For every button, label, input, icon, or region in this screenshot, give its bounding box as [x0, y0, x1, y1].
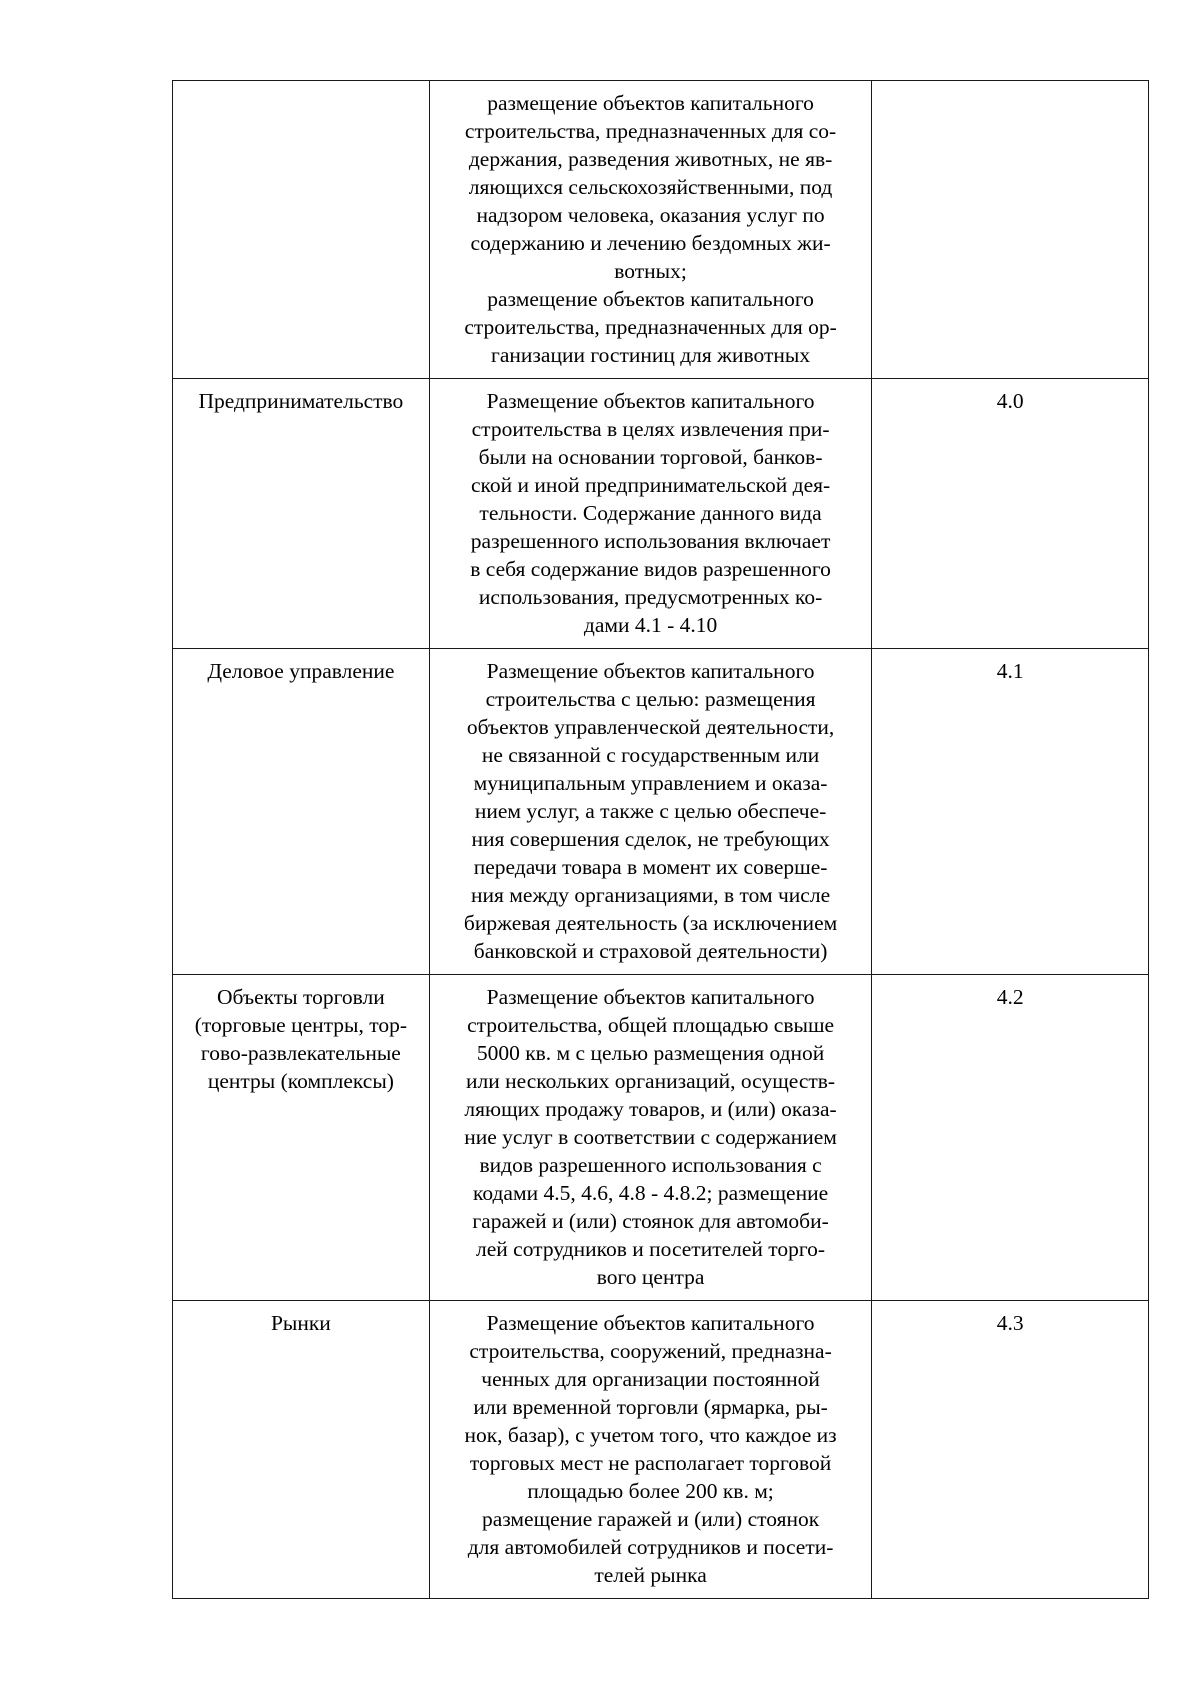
- description-line: биржевая деятельность (за исключением: [463, 911, 838, 935]
- description-line: видов разрешенного использования с: [479, 1153, 822, 1177]
- description-line: ганизации гостиниц для животных: [491, 343, 811, 367]
- use-code-cell: [872, 379, 1149, 649]
- use-code-cell: [872, 81, 1149, 379]
- description-line: объектов управленческой деятельности,: [466, 715, 835, 739]
- table-row: [173, 649, 1149, 975]
- use-type-name-cell: [173, 81, 430, 379]
- use-code-cell: [872, 1301, 1149, 1599]
- description-line: строительства в целях извлечения при-: [471, 417, 830, 441]
- description-line: не связанной с государственным или: [481, 743, 820, 767]
- description-line: разрешенного использования включает: [470, 529, 831, 553]
- description-line: вого центра: [596, 1265, 705, 1289]
- use-description-cell: [429, 649, 872, 975]
- use-type-name-line: центры (комплексы): [207, 1069, 394, 1093]
- use-type-name-cell: [173, 1301, 430, 1599]
- description-line: передачи товара в момент их соверше-: [473, 855, 828, 879]
- description-line: 5000 кв. м с целью размещения одной: [476, 1041, 825, 1065]
- description-line: вотных;: [614, 259, 687, 283]
- description-line: содержанию и лечению бездомных жи-: [470, 231, 831, 255]
- use-type-name: Предпринимательство: [198, 389, 404, 413]
- use-description-cell: [429, 81, 872, 379]
- description-line: банковской и страховой деятельности): [473, 939, 828, 963]
- table-row: [173, 975, 1149, 1301]
- use-type-name-cell: [173, 975, 430, 1301]
- description-line: размещение объектов капитального: [487, 287, 814, 311]
- description-line: нием услуг, а также с целью обеспече-: [474, 799, 827, 823]
- description-line: телей рынка: [594, 1563, 707, 1587]
- description-line: ние услуг в соответствии с содержанием: [464, 1125, 837, 1149]
- use-code: 4.1: [996, 659, 1024, 683]
- description-line: Размещение объектов капитального: [486, 985, 815, 1009]
- description-line: дами 4.1 - 4.10: [583, 613, 718, 637]
- use-code: 4.0: [996, 389, 1024, 413]
- use-type-name-line: (торговые центры, тор-: [194, 1013, 408, 1037]
- description-line: размещение гаражей и (или) стоянок: [481, 1507, 820, 1531]
- use-type-name-line: гово-развлекательные: [200, 1041, 401, 1065]
- description-line: строительства с целью: размещения: [485, 687, 816, 711]
- description-line: надзором человека, оказания услуг по: [476, 203, 825, 227]
- use-description-cell: [429, 1301, 872, 1599]
- description-line: ской и иной предпринимательской дея-: [470, 473, 831, 497]
- description-line: строительства, сооружений, предназна-: [469, 1339, 832, 1363]
- use-type-name: Деловое управление: [207, 659, 395, 683]
- use-description-cell: [429, 379, 872, 649]
- description-line: площадью более 200 кв. м;: [527, 1479, 774, 1503]
- description-line: лей сотрудников и посетителей торго-: [476, 1237, 826, 1261]
- table-body: [173, 81, 1149, 1599]
- description-line: в себя содержание видов разрешенного: [470, 557, 831, 581]
- description-line: или нескольких организаций, осуществ-: [466, 1069, 836, 1093]
- description-line: размещение объектов капитального: [487, 91, 814, 115]
- use-type-name-cell: [173, 379, 430, 649]
- description-line: муниципальным управлением и оказа-: [473, 771, 828, 795]
- use-type-name: Рынки: [270, 1311, 331, 1335]
- use-code: 4.3: [996, 1311, 1024, 1335]
- table-row: [173, 379, 1149, 649]
- use-code-cell: [872, 649, 1149, 975]
- use-code-cell: [872, 975, 1149, 1301]
- land-use-table: [172, 80, 1149, 1599]
- description-line: Размещение объектов капитального: [486, 659, 815, 683]
- description-line: Размещение объектов капитального: [486, 1311, 815, 1335]
- description-line: строительства, предназначенных для со-: [464, 119, 837, 143]
- description-line: были на основании торговой, банков-: [478, 445, 823, 469]
- use-code: 4.2: [996, 985, 1024, 1009]
- description-line: нок, базар), с учетом того, что каждое из: [464, 1423, 837, 1447]
- table-row: [173, 1301, 1149, 1599]
- use-description-cell: [429, 975, 872, 1301]
- description-line: ляющихся сельскохозяйственными, под: [468, 175, 833, 199]
- description-line: гаражей и (или) стоянок для автомоби-: [472, 1209, 829, 1233]
- use-type-name-line: Объекты торговли: [217, 985, 385, 1009]
- description-line: или временной торговли (ярмарка, ры-: [473, 1395, 828, 1419]
- description-line: для автомобилей сотрудников и посети-: [467, 1535, 834, 1559]
- use-type-name-cell: [173, 649, 430, 975]
- description-line: ния совершения сделок, не требующих: [471, 827, 830, 851]
- description-line: ляющих продажу товаров, и (или) оказа-: [464, 1097, 837, 1121]
- description-line: Размещение объектов капитального: [486, 389, 815, 413]
- description-line: торговых мест не располагает торговой: [469, 1451, 832, 1475]
- description-line: использования, предусмотренных ко-: [478, 585, 823, 609]
- description-line: держания, разведения животных, не яв-: [468, 147, 833, 171]
- description-line: строительства, предназначенных для ор-: [464, 315, 837, 339]
- table-row: [173, 81, 1149, 379]
- description-line: ния между организациями, в том числе: [471, 883, 831, 907]
- description-line: ченных для организации постоянной: [481, 1367, 820, 1391]
- description-line: кодами 4.5, 4.6, 4.8 - 4.8.2; размещение: [473, 1181, 829, 1205]
- description-line: строительства, общей площадью свыше: [467, 1013, 835, 1037]
- description-line: тельности. Содержание данного вида: [479, 501, 822, 525]
